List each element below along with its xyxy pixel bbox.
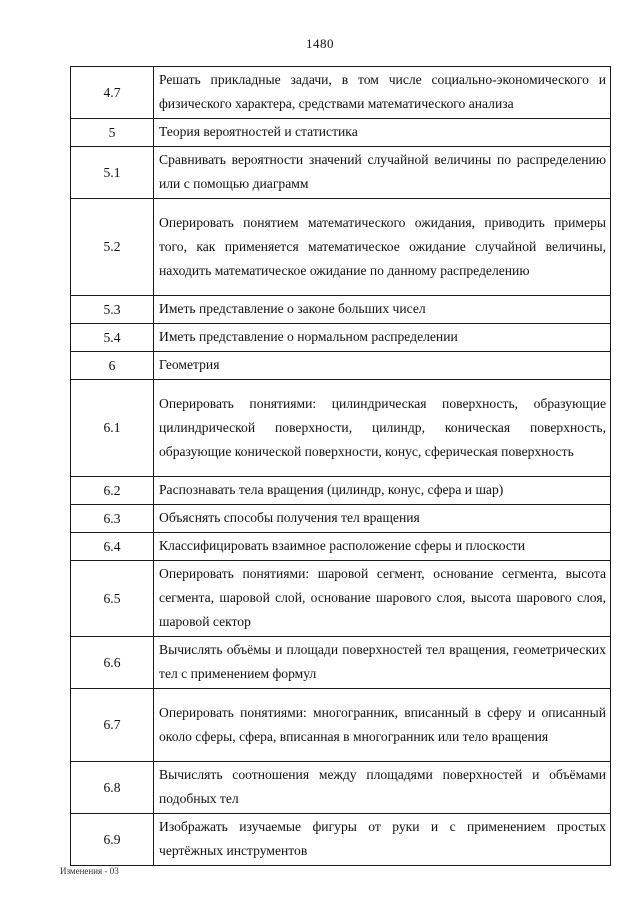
table-row [71, 352, 611, 380]
row-code: 6 [71, 352, 154, 380]
table-row [71, 119, 611, 147]
footer-revision-note: Изменения - 03 [60, 866, 119, 876]
page-number: 1480 [306, 36, 334, 51]
table-body [71, 67, 611, 866]
row-code: 6.9 [71, 814, 154, 866]
row-text: Решать прикладные задачи, в том числе социально-экономического и физического характера, средствами математического анализа [154, 67, 611, 119]
row-code: 6.6 [71, 637, 154, 689]
row-code: 6.5 [71, 561, 154, 637]
section-heading: Геометрия [154, 352, 611, 380]
table-row [71, 814, 611, 866]
table-row [71, 533, 611, 561]
row-text: Вычислять объёмы и площади поверхностей тел вращения, геометрических тел с применением формул [154, 637, 611, 689]
row-code: 5.2 [71, 199, 154, 296]
curriculum-table [70, 66, 611, 866]
section-heading: Теория вероятностей и статистика [154, 119, 611, 147]
row-text: Вычислять соотношения между площадями поверхностей и объёмами подобных тел [154, 762, 611, 814]
table-row [71, 762, 611, 814]
table-row [71, 296, 611, 324]
table-row [71, 324, 611, 352]
table-row [71, 477, 611, 505]
table-row [71, 505, 611, 533]
row-code: 5.1 [71, 147, 154, 199]
row-text: Классифицировать взаимное расположение сферы и плоскости [154, 533, 611, 561]
row-code: 6.7 [71, 689, 154, 762]
row-code: 5 [71, 119, 154, 147]
row-text: Распознавать тела вращения (цилиндр, конус, сфера и шар) [154, 477, 611, 505]
row-text: Оперировать понятиями: шаровой сегмент, основание сегмента, высота сегмента, шаровой слой, основание шарового слоя, высота шарового слоя, шаровой сектор [154, 561, 611, 637]
row-text: Оперировать понятиями: многогранник, вписанный в сферу и описанный около сферы, сфера, вписанная в многогранник или тело вращения [154, 689, 611, 762]
row-code: 5.3 [71, 296, 154, 324]
row-text: Оперировать понятиями: цилиндрическая поверхность, образующие цилиндрической поверхности, цилиндр, коническая поверхность, образующие конической поверхности, конус, сферическая поверхность [154, 380, 611, 477]
row-code: 6.8 [71, 762, 154, 814]
table-row [71, 689, 611, 762]
row-code: 5.4 [71, 324, 154, 352]
row-text: Изображать изучаемые фигуры от руки и с применением простых чертёжных инструментов [154, 814, 611, 866]
table-row [71, 147, 611, 199]
row-code: 6.2 [71, 477, 154, 505]
row-code: 6.1 [71, 380, 154, 477]
row-text: Иметь представление о законе больших чисел [154, 296, 611, 324]
row-code: 6.4 [71, 533, 154, 561]
table-row [71, 380, 611, 477]
table-row [71, 199, 611, 296]
table-row [71, 561, 611, 637]
row-code: 6.3 [71, 505, 154, 533]
row-text: Сравнивать вероятности значений случайной величины по распределению или с помощью диаграмм [154, 147, 611, 199]
table-row [71, 637, 611, 689]
table-row [71, 67, 611, 119]
row-text: Оперировать понятием математического ожидания, приводить примеры того, как применяется математическое ожидание случайной величины, находить математическое ожидание по данному распределению [154, 199, 611, 296]
row-code: 4.7 [71, 67, 154, 119]
row-text: Иметь представление о нормальном распределении [154, 324, 611, 352]
row-text: Объяснять способы получения тел вращения [154, 505, 611, 533]
